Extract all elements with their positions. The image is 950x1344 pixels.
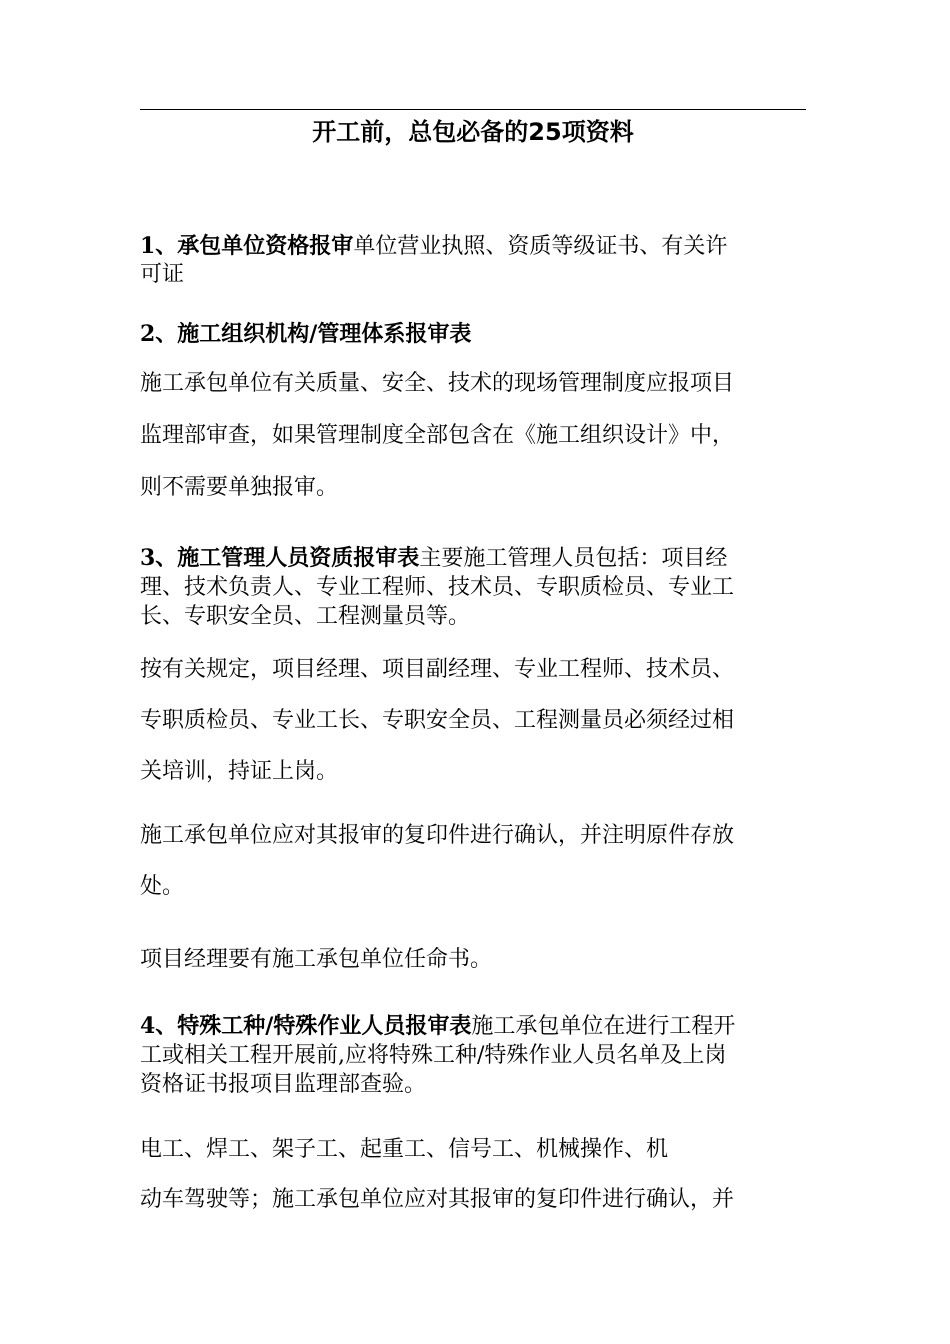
header-rule [140,109,806,110]
section-1-heading: 1、承包单位资格报审 [140,233,354,259]
section-1-line-1 [140,233,806,260]
page-title: 开工前，总包必备的25项资料 [312,118,634,146]
section-4-para-1-line-1: 电工、焊工、架子工、起重工、信号工、机械操作、机 [140,1137,669,1162]
section-4-line-1 [140,1013,806,1040]
section-4-text: 施工承包单位在进行工程开 [471,1014,736,1039]
section-4-line-2: 工或相关工程开展前,应将特殊工种/特殊作业人员名单及上岗 [140,1043,727,1068]
section-3-line-1 [140,545,806,572]
section-3-para-3: 项目经理要有施工承包单位任命书。 [140,947,493,972]
section-2-para-line-1: 施工承包单位有关质量、安全、技术的现场管理制度应报项目 [140,371,735,396]
section-3-line-3: 长、专职安全员、工程测量员等。 [140,604,471,629]
section-3-para-1-line-1: 按有关规定，项目经理、项目副经理、专业工程师、技术员、 [140,657,735,682]
section-3-line-2: 理、技术负责人、专业工程师、技术员、专职质检员、专业工 [140,575,735,600]
section-3-para-2-line-2: 处。 [140,874,185,899]
section-3-para-2-line-1: 施工承包单位应对其报审的复印件进行确认，并注明原件存放 [140,823,735,848]
section-3-para-1-line-2: 专职质检员、专业工长、专职安全员、工程测量员必须经过相 [140,708,735,733]
section-3-heading: 3、施工管理人员资质报审表 [140,545,420,571]
section-1-line-2: 可证 [140,262,185,287]
section-2-para-line-2: 监理部审查，如果管理制度全部包含在《施工组织设计》中， [140,423,735,448]
section-4-line-3: 资格证书报项目监理部查验。 [140,1072,427,1097]
section-3-text: 主要施工管理人员包括：项目经 [419,546,728,571]
section-3-para-1-line-3: 关培训，持证上岗。 [140,759,339,784]
section-4-para-1-line-2: 动车驾驶等；施工承包单位应对其报审的复印件进行确认，并 [140,1187,735,1212]
section-1-text: 单位营业执照、资质等级证书、有关许 [353,234,728,259]
section-2-heading: 2、施工组织机构/管理体系报审表 [140,321,472,347]
section-4-heading: 4、特殊工种/特殊作业人员报审表 [140,1013,472,1039]
section-2-para-line-3: 则不需要单独报审。 [140,475,339,500]
